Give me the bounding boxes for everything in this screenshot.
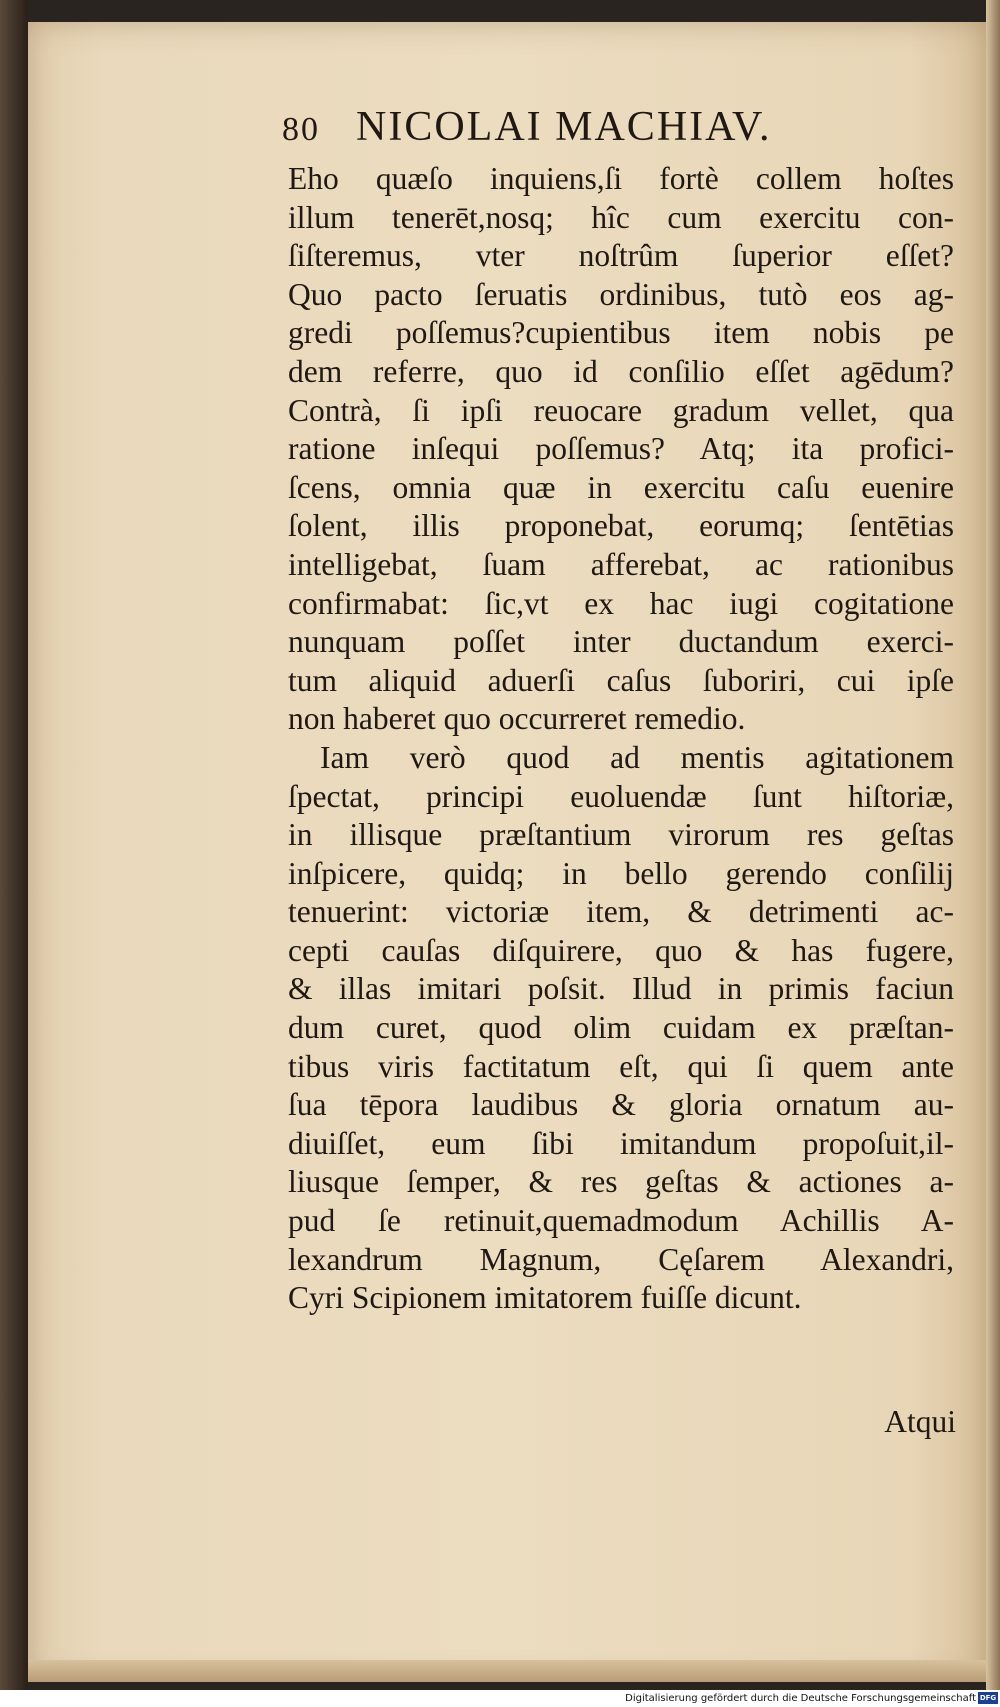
text-line: Cyri Scipionem imitatorem fuiſſe dicunt. bbox=[288, 1280, 802, 1316]
text-line: Eho quæſo inquiens,ſi fortè collem hoſtes bbox=[288, 161, 954, 196]
text-line: ſpectat, principi euoluendæ ſunt hiſtoriæ, bbox=[288, 778, 954, 814]
text-line: diuiſſet, eum ſibi imitandum propoſuit,il- bbox=[288, 1125, 954, 1161]
catchword: Atqui bbox=[884, 1404, 956, 1439]
page-bottom-edge bbox=[28, 1660, 986, 1682]
text-line: Quo pacto ſeruatis ordinibus, tutò eos ag- bbox=[288, 276, 954, 312]
text-line: tibus viris factitatum eſt, qui ſi quem ante bbox=[288, 1048, 954, 1084]
running-head: NICOLAI MACHIAV. bbox=[356, 104, 772, 150]
text-line: dum curet, quod olim cuidam ex præſtan- bbox=[288, 1010, 954, 1046]
text-line: confirmabat: ſic,vt ex hac iugi cogitatione bbox=[288, 585, 954, 621]
text-line: lexandrum Magnum, Cęſarem Alexandri, bbox=[288, 1241, 954, 1277]
digitization-footer bbox=[0, 1690, 1000, 1707]
text-line: tum aliquid aduerſi caſus ſuboriri, cui ipſe bbox=[288, 662, 954, 698]
fore-edge bbox=[986, 0, 1000, 1690]
text-line: intelligebat, ſuam afferebat, ac rationibus bbox=[288, 546, 954, 582]
text-line: gredi poſſemus?cupientibus item nobis pe bbox=[288, 315, 954, 351]
text-line: Contrà, ſi ipſi reuocare gradum vellet, qua bbox=[288, 392, 954, 428]
text-line: ſolent, illis proponebat, eorumq; ſentētias bbox=[288, 508, 954, 544]
funding-credit: Digitalisierung gefördert durch die Deutsche Forschungsgemeinschaft bbox=[625, 1693, 976, 1704]
text-line: Iam verò quod ad mentis agitationem bbox=[320, 739, 954, 775]
text-line: in illisque præſtantium virorum res geſtas bbox=[288, 817, 954, 853]
text-line: non haberet quo occurreret remedio. bbox=[288, 701, 746, 737]
text-line: tenuerint: victoriæ item, & detrimenti ac- bbox=[288, 894, 954, 930]
dfg-logo: DFG bbox=[979, 1694, 997, 1702]
text-line: cepti cauſas diſquirere, quo & has fugere, bbox=[288, 932, 954, 968]
page-number: 80 bbox=[282, 111, 320, 148]
text-line: ſiſteremus, vter noſtrûm ſuperior eſſet? bbox=[288, 238, 954, 274]
running-header bbox=[282, 104, 952, 150]
text-line: illum tenerēt,nosq; hîc cum exercitu con- bbox=[288, 199, 954, 235]
text-line: inſpicere, quidq; in bello gerendo conſilij bbox=[288, 855, 954, 891]
text-line: ſua tēpora laudibus & gloria ornatum au- bbox=[288, 1087, 954, 1123]
text-line: pud ſe retinuit,quemadmodum Achillis A- bbox=[288, 1203, 954, 1239]
text-line: ratione inſequi poſſemus? Atq; ita profici- bbox=[288, 431, 954, 467]
text-line: & illas imitari poſsit. Illud in primis faciun bbox=[288, 971, 954, 1007]
body-text bbox=[288, 160, 954, 1318]
text-line: liusque ſemper, & res geſtas & actiones a- bbox=[288, 1164, 954, 1200]
text-line: nunquam poſſet inter ductandum exerci- bbox=[288, 624, 954, 660]
binding-shadow bbox=[0, 0, 28, 1690]
text-line: dem referre, quo id conſilio eſſet agēdum? bbox=[288, 353, 954, 389]
text-line: ſcens, omnia quæ in exercitu caſu euenire bbox=[288, 469, 954, 505]
